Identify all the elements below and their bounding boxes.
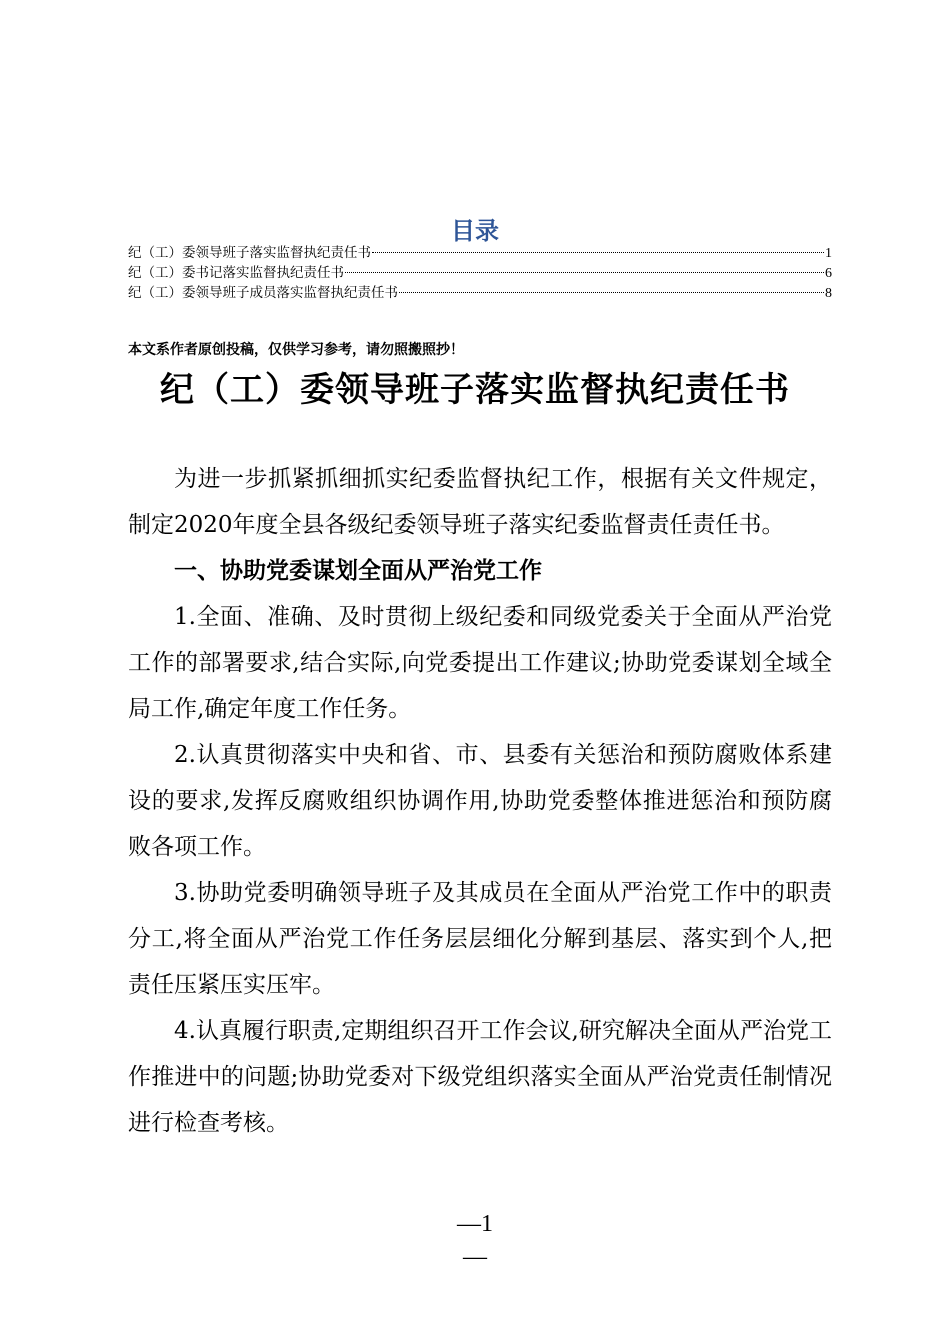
page-number <box>0 1208 950 1274</box>
toc-entry-title[interactable]: 纪（工）委领导班子成员落实监督执纪责任书 <box>128 285 398 301</box>
list-item: 4.认真履行职责,定期组织召开工作会议,研究解决全面从严治党工作推进中的问题;协助党委对下级党组织落实全面从严治党责任制情况进行检查考核。 <box>128 1018 832 1136</box>
list-item: 3.协助党委明确领导班子及其成员在全面从严治党工作中的职责分工,将全面从严治党工作任务层层细化分解到基层、落实到个人,把责任压紧压实压牢。 <box>128 880 832 998</box>
toc-title: 目录 <box>451 217 499 245</box>
section-heading: 一、协助党委谋划全面从严治党工作 <box>174 558 542 584</box>
list-item: 2.认真贯彻落实中央和省、市、县委有关惩治和预防腐败体系建设的要求,发挥反腐败组织协调作用,协助党委整体推进惩治和预防腐败各项工作。 <box>128 742 832 860</box>
toc-entry[interactable] <box>128 263 832 283</box>
toc-leader-dots <box>345 272 824 273</box>
table-of-contents <box>128 243 832 303</box>
document-title: 纪（工）委领导班子落实监督执纪责任书 <box>160 370 790 410</box>
toc-leader-dots <box>372 252 824 253</box>
toc-entry[interactable] <box>128 283 832 303</box>
toc-entry-title[interactable]: 纪（工）委领导班子落实监督执纪责任书 <box>128 245 371 261</box>
toc-entry-page: 1 <box>825 246 832 261</box>
page-number-line2: — <box>463 1244 487 1270</box>
page-number-line1: —1 <box>457 1211 493 1237</box>
copyright-notice: 本文系作者原创投稿，仅供学习参考，请勿照搬照抄！ <box>128 342 464 358</box>
toc-entry[interactable] <box>128 243 832 263</box>
document-body <box>128 456 832 1146</box>
toc-entry-title[interactable]: 纪（工）委书记落实监督执纪责任书 <box>128 265 344 281</box>
toc-entry-page: 8 <box>825 286 832 301</box>
list-item: 1.全面、准确、及时贯彻上级纪委和同级党委关于全面从严治党工作的部署要求,结合实际,向党委提出工作建议;协助党委谋划全域全局工作,确定年度工作任务。 <box>128 604 832 722</box>
intro-paragraph: 为进一步抓紧抓细抓实纪委监督执纪工作，根据有关文件规定，制定2020年度全县各级纪委领导班子落实纪委监督责任责任书。 <box>128 466 832 538</box>
toc-leader-dots <box>399 292 824 293</box>
toc-entry-page: 6 <box>825 266 832 281</box>
